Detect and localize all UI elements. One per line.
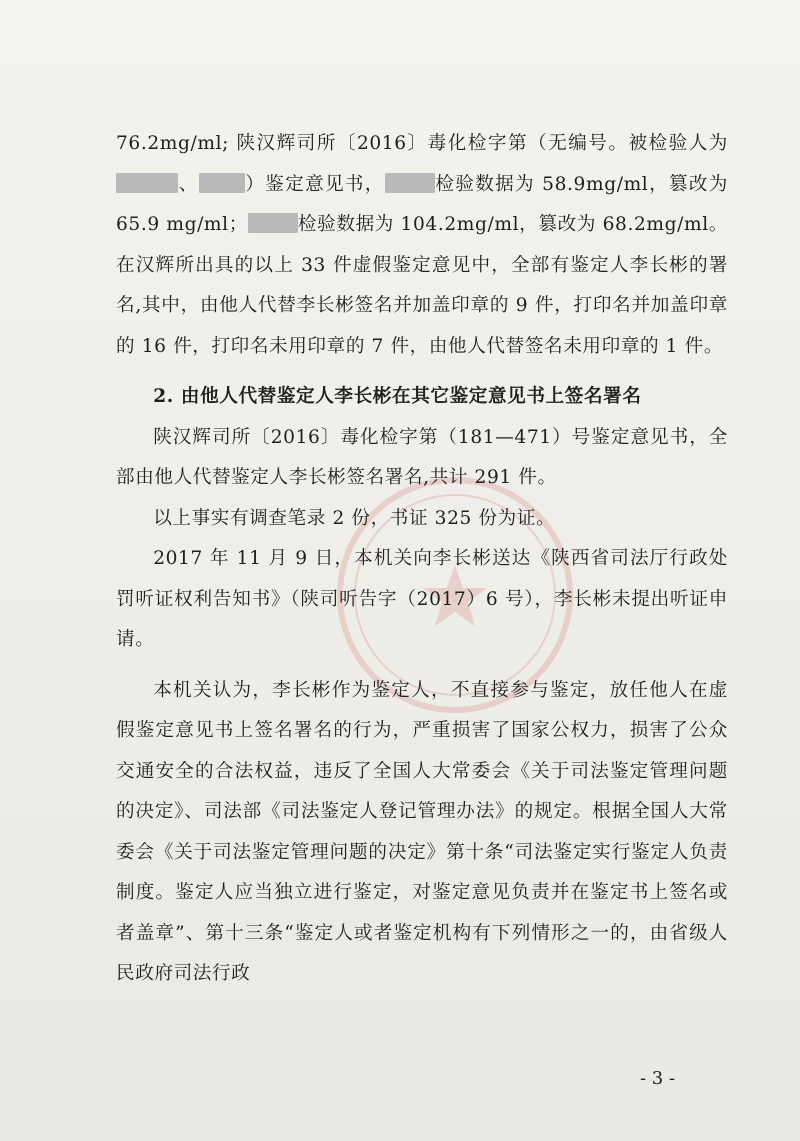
redacted-name: [248, 213, 298, 233]
section-heading: 2. 由他人代替鉴定人李长彬在其它鉴定意见书上签名署名: [153, 386, 642, 407]
paragraph: 本机关认为，李长彬作为鉴定人，不直接参与鉴定，放任他人在虚假鉴定意见书上签名署名的行为，严重损害了国家公权力，损害了公众交通安全的合法权益，违反了全国人大常委会《关于司法鉴定管理问题的决定》、司法部《司法鉴定人登记管理办法》的规定。根据全国人大常委会《关于司法鉴定管理问题的决定》第十条“司法鉴定实行鉴定人负责制度。鉴定人应当独立进行鉴定，对鉴定意见负责并在鉴定书上签名或者盖章”、第十三条“鉴定人或者鉴定机构有下列情形之一的，由省级人民政府司法行政: [116, 679, 728, 984]
text-segment: 检验数据为 58.9mg/ml，篡改为 65.9 mg/ml；: [116, 173, 728, 235]
text-segment: ）鉴定意见书，: [244, 173, 385, 195]
redacted-name: [385, 173, 435, 193]
paragraph-continuation: [116, 124, 728, 367]
paragraph: 2017 年 11 月 9 日，本机关向李长彬送达《陕西省司法厅行政处罚听证权利告知书》（陕司听告字（2017）6 号），李长彬未提出听证申请。: [116, 548, 728, 650]
redacted-name: [199, 173, 245, 193]
paragraph: 以上事实有调查笔录 2 份，书证 325 份为证。: [153, 507, 556, 529]
page-number: - 3 -: [640, 1068, 676, 1089]
paragraph: 陕汉辉司所〔2016〕毒化检字第（181—471）号鉴定意见书，全部由他人代替鉴定人李长彬签名署名,共计 291 件。: [116, 426, 728, 488]
text-segment: 76.2mg/ml; 陕汉辉司所〔2016〕毒化检字第（无编号。被检验人为: [116, 133, 728, 154]
redacted-name: [116, 173, 178, 193]
text-segment: 、: [178, 173, 199, 195]
document-body: [116, 124, 728, 995]
text-segment: 检验数据为 104.2mg/ml，篡改为 68.2mg/ml。在汉辉所出具的以上 33 件虚假鉴定意见中，全部有鉴定人李长彬的署名,其中，由他人代替李长彬签名并加盖印章的 9 件，打印名并加盖印章的 16 件，打印名未用印章的 7 件，由他人代替签名未用印章的 1 件。: [116, 214, 728, 357]
